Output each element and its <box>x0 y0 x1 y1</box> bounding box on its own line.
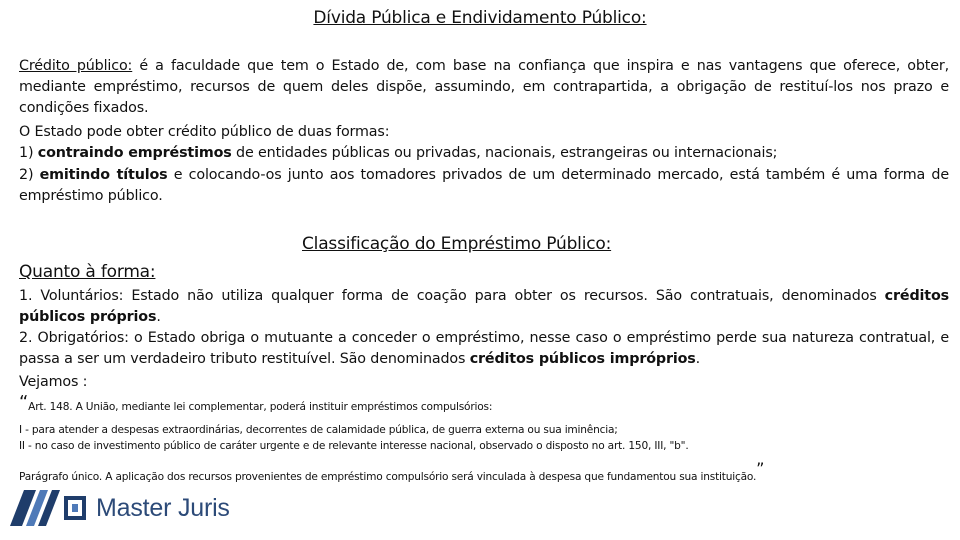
form-2-prefix: 2) <box>19 167 40 183</box>
form-1-line <box>19 143 949 164</box>
intro-line: O Estado pode obter crédito público de duas formas: <box>19 124 390 140</box>
quote-line-1 <box>19 392 949 414</box>
definition-paragraph <box>19 56 949 119</box>
item-2-bold: créditos públicos impróprios <box>469 351 696 367</box>
page-title: Dívida Pública e Endividamento Público: <box>313 8 647 28</box>
item-2-obrigatorios <box>19 328 949 370</box>
master-juris-logo-icon <box>8 486 88 530</box>
quote-close-mark: ” <box>756 459 765 478</box>
forma-title: Quanto à forma: <box>19 262 156 282</box>
form-1-prefix: 1) <box>19 145 38 161</box>
item-1-voluntarios <box>19 286 949 328</box>
item-1-bold: créditos públicos próprios <box>19 288 949 325</box>
form-2-bold: emitindo títulos <box>39 167 168 183</box>
definition-text: é a faculdade que tem o Estado de, com base na confiança que inspira e nas vantagens que oferece, obter, mediante empréstimo, recursos de quem deles dispõe, assumindo, em contrapartida, a obrigação de restituí-los nos prazo e condições fixados. <box>19 58 949 116</box>
quote-line-2: I - para atender a despesas extraordinárias, decorrentes de calamidade pública, de guerra externa ou sua iminência; <box>19 424 618 436</box>
quote-open-mark: “ <box>19 392 29 413</box>
logo-text: Master Juris <box>96 493 230 522</box>
form-2-text: e colocando-os junto aos tomadores privados de um determinado mercado, está também é uma forma de empréstimo público. <box>19 167 949 204</box>
quote-paragrafo-unico: Parágrafo único. A aplicação dos recursos provenientes de empréstimo compulsório será vinculada à despesa que fundamentou sua instituição. <box>19 471 757 483</box>
master-juris-logo <box>8 486 230 530</box>
quote-line-4 <box>19 459 949 484</box>
quote-line-3: II - no caso de investimento público de caráter urgente e de relevante interesse nacional, observado o disposto no art. 150, III, "b". <box>19 440 689 452</box>
form-2-line <box>19 165 949 207</box>
item-1-text: 1. Voluntários: Estado não utiliza qualquer forma de coação para obter os recursos. São contratuais, denominados <box>19 288 885 304</box>
form-1-text: de entidades públicas ou privadas, nacionais, estrangeiras ou internacionais; <box>231 145 778 161</box>
classification-title: Classificação do Empréstimo Público: <box>302 234 612 254</box>
item-2-end: . <box>695 351 701 367</box>
vejamos-line: Vejamos : <box>19 374 88 390</box>
quote-art-148: Art. 148. A União, mediante lei complementar, poderá instituir empréstimos compulsórios: <box>28 401 493 413</box>
item-2-text: 2. Obrigatórios: o Estado obriga o mutuante a conceder o empréstimo, nesse caso o empréstimo perde sua natureza contratual, e passa a ser um verdadeiro tributo restituível. São denominados <box>19 330 949 367</box>
definition-term: Crédito público: <box>19 58 133 74</box>
item-1-end: . <box>156 309 161 325</box>
form-1-bold: contraindo empréstimos <box>37 145 232 161</box>
